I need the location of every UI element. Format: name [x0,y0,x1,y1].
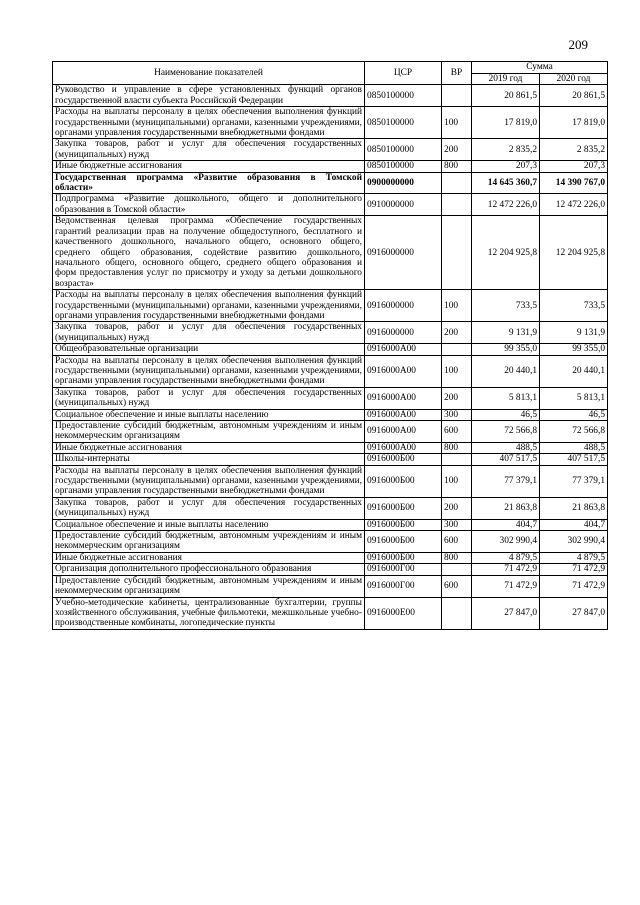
row-sum-2020: 72 566,8 [540,421,608,443]
row-sum-2019: 12 204 925,8 [472,216,540,290]
row-sum-2019: 404,7 [472,519,540,530]
row-sum-2020: 207,3 [540,161,608,172]
table-row [53,531,608,553]
header-year-2020: 2020 год [540,74,608,85]
row-sum-2019: 20 440,1 [472,355,540,387]
table-row [53,355,608,387]
row-vr: 200 [442,387,472,409]
row-sum-2019: 9 131,9 [472,322,540,344]
row-name: Иные бюджетные ассигнования [53,552,365,563]
row-sum-2020: 20 861,5 [540,85,608,107]
row-vr: 300 [442,409,472,420]
row-sum-2019: 488,5 [472,442,540,453]
row-sum-2020: 2 835,2 [540,139,608,161]
row-vr: 100 [442,465,472,497]
header-csr: ЦСР [365,62,442,85]
row-vr: 600 [442,421,472,443]
row-csr: 0910000000 [365,194,442,216]
row-name: Закупка товаров, работ и услуг для обеспечения государственных (муниципальных) нужд [53,387,365,409]
row-sum-2019: 407 517,5 [472,454,540,465]
row-sum-2020: 488,5 [540,442,608,453]
row-name: Предоставление субсидий бюджетным, автономным учреждениям и иным некоммерческим организациям [53,575,365,597]
row-vr: 800 [442,161,472,172]
row-sum-2020: 21 863,8 [540,497,608,519]
row-name: Учебно-методические кабинеты, централизованные бухгалтерии, группы хозяйственного обслуживания, учебные фильмотеки, межшкольные учебно-производственные комбинаты, логопедические пункты [53,597,365,629]
row-vr: 100 [442,107,472,139]
row-sum-2019: 5 813,1 [472,387,540,409]
row-csr: 0916000Б00 [365,552,442,563]
row-vr: 100 [442,355,472,387]
row-vr [442,172,472,194]
row-sum-2019: 12 472 226,0 [472,194,540,216]
row-name: Расходы на выплаты персоналу в целях обеспечения выполнения функций государственными (муниципальными) органами, казенными учреждениями, органами управления государственными внебюджетными фондами [53,107,365,139]
row-name: Иные бюджетные ассигнования [53,442,365,453]
row-name: Подпрограмма «Развитие дошкольного, общего и дополнительного образования в Томской области» [53,194,365,216]
row-sum-2019: 17 819,0 [472,107,540,139]
table-row [53,597,608,629]
row-csr: 0850100000 [365,161,442,172]
row-csr: 0916000А00 [365,355,442,387]
row-name: Организация дополнительного профессионального образования [53,564,365,575]
row-name: Иные бюджетные ассигнования [53,161,365,172]
table-row [53,194,608,216]
row-sum-2020: 46,5 [540,409,608,420]
row-sum-2019: 72 566,8 [472,421,540,443]
table-row [53,454,608,465]
row-sum-2020: 99 355,0 [540,344,608,355]
row-sum-2020: 407 517,5 [540,454,608,465]
table-row [53,172,608,194]
row-sum-2020: 12 204 925,8 [540,216,608,290]
table-row [53,322,608,344]
row-vr: 600 [442,531,472,553]
row-sum-2020: 71 472,9 [540,575,608,597]
table-row [53,409,608,420]
row-csr: 0916000Б00 [365,465,442,497]
row-sum-2019: 20 861,5 [472,85,540,107]
row-vr: 600 [442,575,472,597]
row-csr: 0850100000 [365,139,442,161]
row-sum-2019: 46,5 [472,409,540,420]
row-csr: 0850100000 [365,107,442,139]
table-row [53,519,608,530]
row-sum-2020: 77 379,1 [540,465,608,497]
row-name: Государственная программа «Развитие образования в Томской области» [53,172,365,194]
table-row [53,139,608,161]
row-csr: 0916000000 [365,322,442,344]
row-name: Предоставление субсидий бюджетным, автономным учреждениям и иным некоммерческим организациям [53,531,365,553]
table-row [53,85,608,107]
table-row [53,497,608,519]
row-vr [442,216,472,290]
row-sum-2020: 5 813,1 [540,387,608,409]
row-sum-2020: 4 879,5 [540,552,608,563]
row-csr: 0900000000 [365,172,442,194]
budget-table [52,61,608,630]
table-row [53,575,608,597]
table-row [53,442,608,453]
table-row [53,552,608,563]
row-sum-2019: 27 847,0 [472,597,540,629]
header-vr: ВР [442,62,472,85]
row-vr [442,597,472,629]
row-vr [442,85,472,107]
row-vr: 800 [442,442,472,453]
row-csr: 0916000Г00 [365,575,442,597]
row-name: Расходы на выплаты персоналу в целях обеспечения выполнения функций государственными (муниципальными) органами, казенными учреждениями, органами управления государственными внебюджетными фондами [53,355,365,387]
row-sum-2020: 302 990,4 [540,531,608,553]
table-row [53,465,608,497]
row-sum-2019: 71 472,9 [472,575,540,597]
row-sum-2019: 4 879,5 [472,552,540,563]
row-csr: 0916000Е00 [365,597,442,629]
row-sum-2019: 2 835,2 [472,139,540,161]
row-csr: 0916000А00 [365,409,442,420]
table-body [53,85,608,629]
row-csr: 0916000000 [365,216,442,290]
row-sum-2020: 71 472,9 [540,564,608,575]
row-sum-2019: 733,5 [472,290,540,322]
row-sum-2020: 20 440,1 [540,355,608,387]
row-csr: 0916000000 [365,290,442,322]
row-csr: 0916000А00 [365,344,442,355]
row-vr: 100 [442,290,472,322]
page-number: 209 [568,37,588,52]
table-row [53,387,608,409]
row-sum-2020: 12 472 226,0 [540,194,608,216]
row-csr: 0850100000 [365,85,442,107]
row-csr: 0916000Б00 [365,454,442,465]
row-csr: 0916000Г00 [365,564,442,575]
row-vr: 200 [442,139,472,161]
row-name: Общеобразовательные организации [53,344,365,355]
row-vr [442,564,472,575]
header-sum: Сумма [472,62,608,74]
row-vr: 200 [442,322,472,344]
row-vr: 300 [442,519,472,530]
row-sum-2019: 14 645 360,7 [472,172,540,194]
row-sum-2019: 302 990,4 [472,531,540,553]
row-csr: 0916000А00 [365,442,442,453]
row-sum-2019: 21 863,8 [472,497,540,519]
row-name: Социальное обеспечение и иные выплаты населению [53,519,365,530]
table-row [53,564,608,575]
row-name: Предоставление субсидий бюджетным, автономным учреждениям и иным некоммерческим организациям [53,421,365,443]
table-row [53,344,608,355]
row-name: Закупка товаров, работ и услуг для обеспечения государственных (муниципальных) нужд [53,497,365,519]
row-vr [442,344,472,355]
row-vr: 200 [442,497,472,519]
table-row [53,290,608,322]
row-sum-2019: 99 355,0 [472,344,540,355]
row-sum-2020: 27 847,0 [540,597,608,629]
row-csr: 0916000Б00 [365,519,442,530]
row-csr: 0916000А00 [365,387,442,409]
row-name: Ведомственная целевая программа «Обеспечение государственных гарантий реализации прав на получение общедоступного, бесплатного и качественного дошкольного, начального общего, основного общего, среднего общего образования, содействие развитию дошкольного, начального общего, основного общего, среднего общего образования и форм предоставления услуг по присмотру и уходу за детьми дошкольного возраста» [53,216,365,290]
row-vr [442,454,472,465]
row-csr: 0916000Б00 [365,497,442,519]
row-csr: 0916000Б00 [365,531,442,553]
row-sum-2020: 733,5 [540,290,608,322]
row-sum-2020: 404,7 [540,519,608,530]
row-name: Закупка товаров, работ и услуг для обеспечения государственных (муниципальных) нужд [53,139,365,161]
table-row [53,216,608,290]
header-name: Наименование показателей [53,62,365,85]
row-sum-2019: 207,3 [472,161,540,172]
table-row [53,161,608,172]
table-row [53,107,608,139]
row-csr: 0916000А00 [365,421,442,443]
row-name: Школы-интернаты [53,454,365,465]
header-year-2019: 2019 год [472,74,540,85]
table-row [53,421,608,443]
row-sum-2020: 14 390 767,0 [540,172,608,194]
row-vr: 800 [442,552,472,563]
row-name: Закупка товаров, работ и услуг для обеспечения государственных (муниципальных) нужд [53,322,365,344]
row-name: Социальное обеспечение и иные выплаты населению [53,409,365,420]
row-sum-2019: 71 472,9 [472,564,540,575]
row-sum-2020: 17 819,0 [540,107,608,139]
row-name: Руководство и управление в сфере установленных функций органов государственной власти субъекта Российской Федерации [53,85,365,107]
row-sum-2020: 9 131,9 [540,322,608,344]
row-sum-2019: 77 379,1 [472,465,540,497]
row-vr [442,194,472,216]
row-name: Расходы на выплаты персоналу в целях обеспечения выполнения функций государственными (муниципальными) органами, казенными учреждениями, органами управления государственными внебюджетными фондами [53,465,365,497]
row-name: Расходы на выплаты персоналу в целях обеспечения выполнения функций государственными (муниципальными) органами, казенными учреждениями, органами управления государственными внебюджетными фондами [53,290,365,322]
